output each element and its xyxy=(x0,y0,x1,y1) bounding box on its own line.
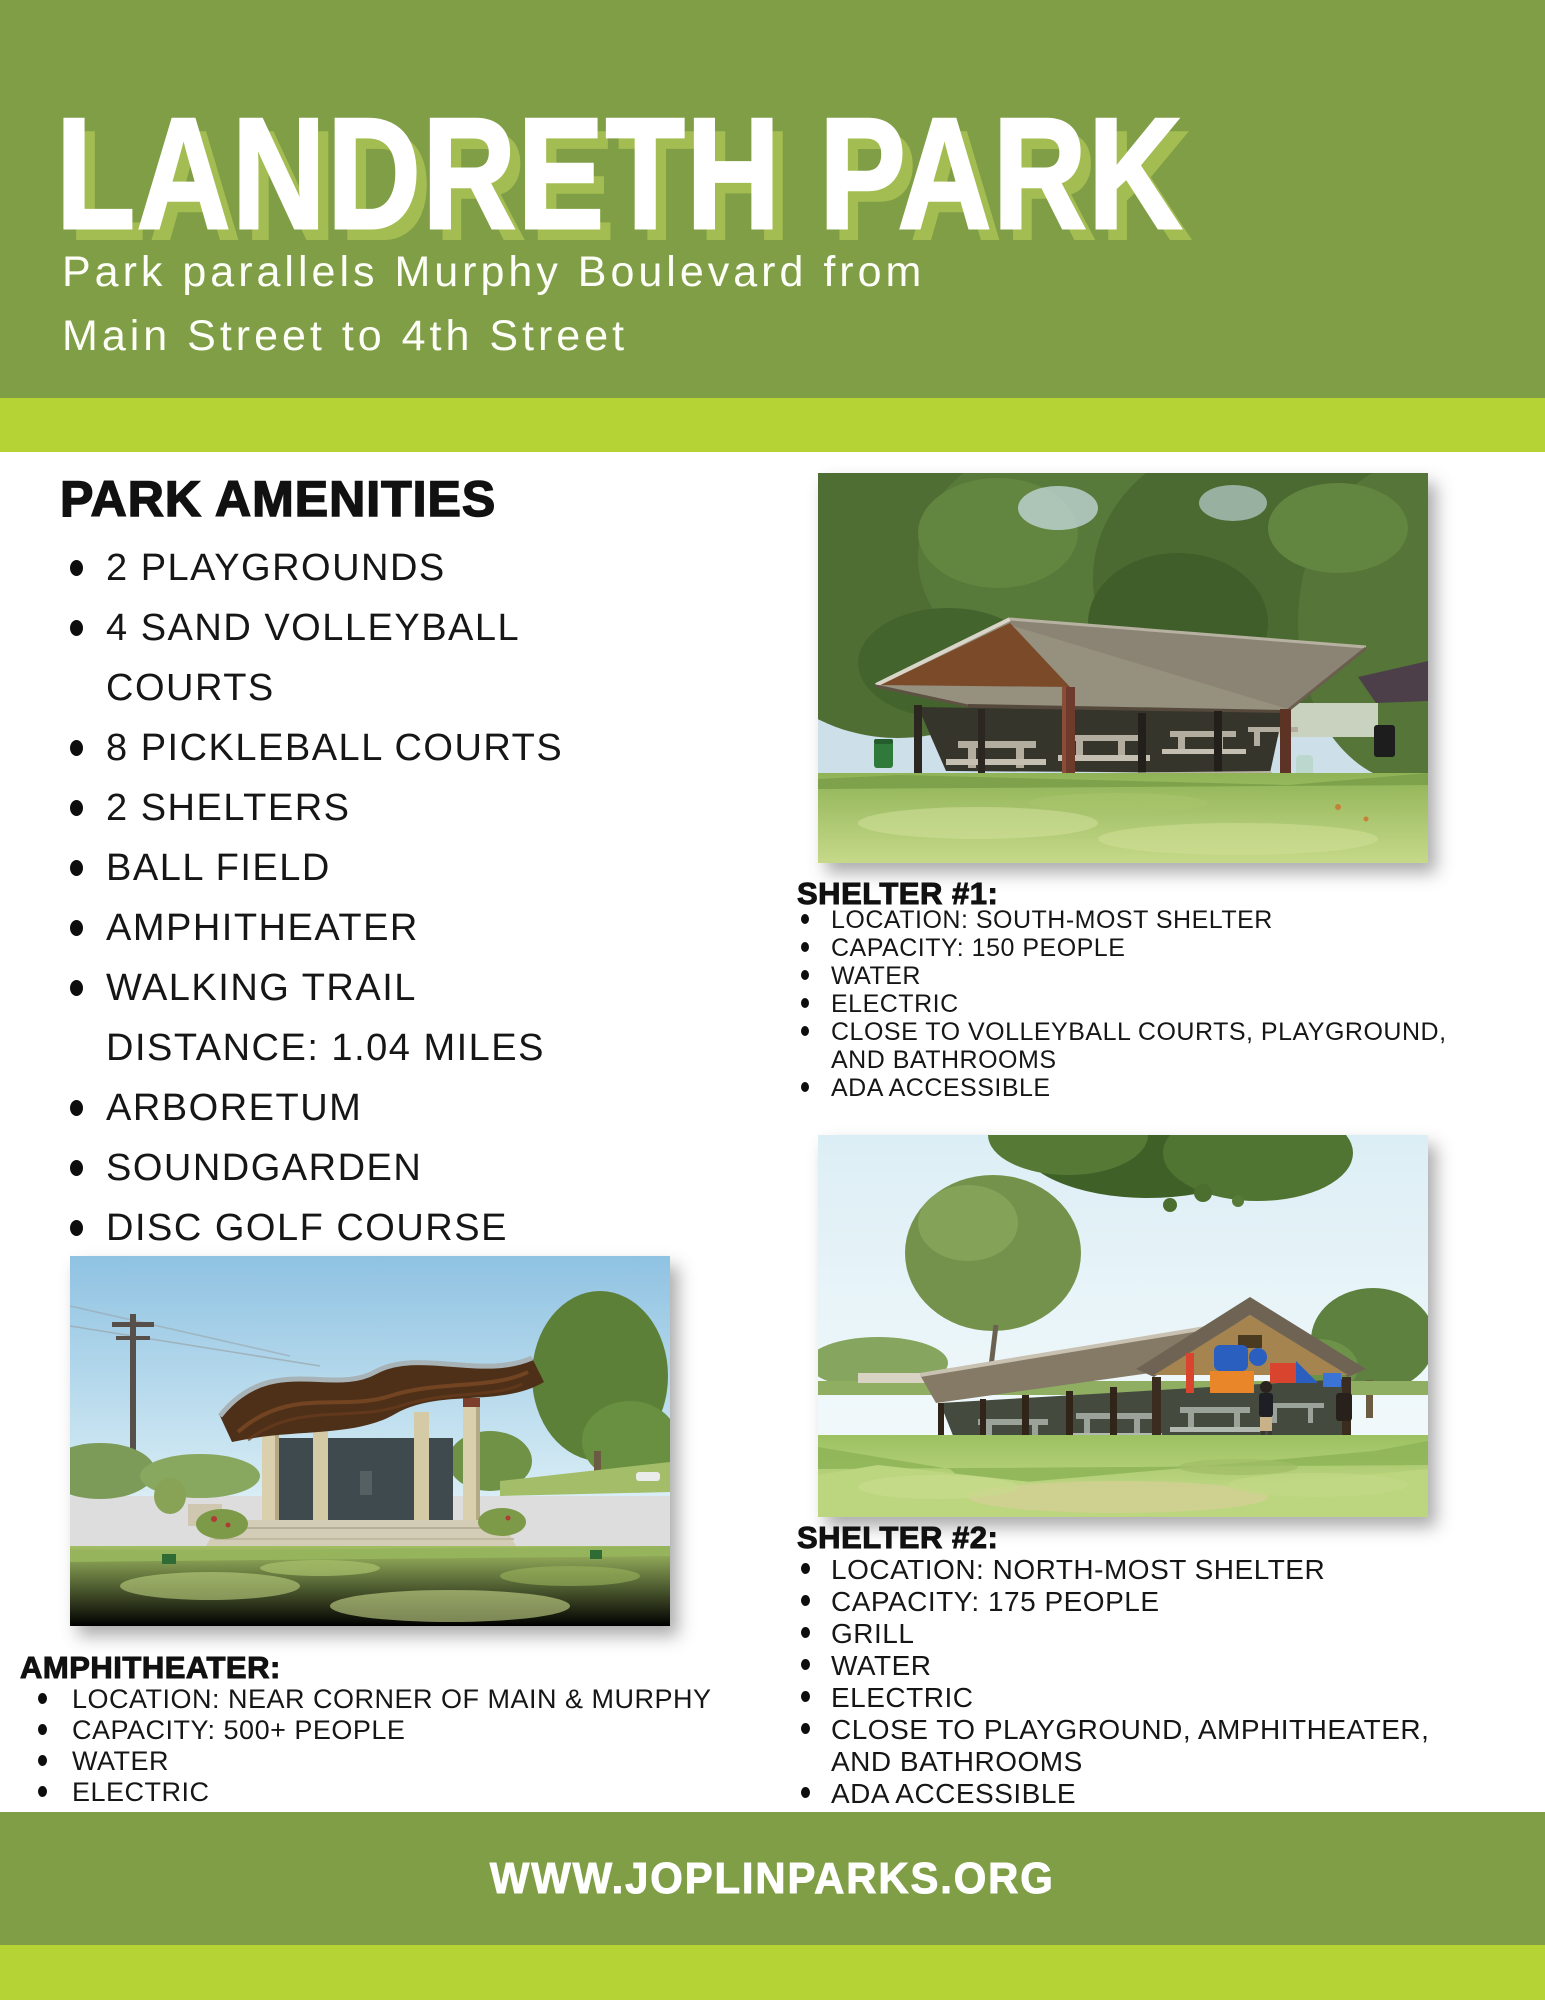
list-item: ADA ACCESSIBLE xyxy=(799,1074,1459,1102)
list-item: CAPACITY: 500+ PEOPLE xyxy=(30,1715,730,1746)
grass xyxy=(818,773,1428,863)
list-item: ADA ACCESSIBLE xyxy=(799,1778,1459,1810)
accent-stripe-top xyxy=(0,398,1545,452)
shelter-1-heading: SHELTER #1: xyxy=(797,876,999,911)
shelter-2-list xyxy=(799,1554,1459,1810)
list-item: GRILL xyxy=(799,1618,1459,1650)
website-url: WWW.JOPLINPARKS.ORG xyxy=(490,1853,1055,1903)
amphitheater-photo xyxy=(70,1256,670,1626)
list-item: CAPACITY: 150 PEOPLE xyxy=(799,934,1459,962)
shelter-2-photo xyxy=(818,1135,1428,1517)
list-item: LOCATION: SOUTH-MOST SHELTER xyxy=(799,906,1459,934)
header-band xyxy=(0,0,1545,398)
list-item: AMPHITHEATER xyxy=(70,898,610,958)
subtitle-line-1: Park parallels Murphy Boulevard from xyxy=(62,248,926,296)
list-item: DISC GOLF COURSE xyxy=(70,1198,610,1258)
accent-stripe-bottom xyxy=(0,1945,1545,2000)
list-item: SOUNDGARDEN xyxy=(70,1138,610,1198)
list-item: LOCATION: NORTH-MOST SHELTER xyxy=(799,1554,1459,1586)
list-item: CLOSE TO PLAYGROUND, AMPHITHEATER, AND BATHROOMS xyxy=(799,1714,1459,1778)
page-subtitle xyxy=(62,240,925,368)
list-item: 2 PLAYGROUNDS xyxy=(70,538,610,598)
list-item: CAPACITY: 175 PEOPLE xyxy=(799,1586,1459,1618)
list-item: 4 SAND VOLLEYBALL COURTS xyxy=(70,598,610,718)
list-item: LOCATION: NEAR CORNER OF MAIN & MURPHY xyxy=(30,1684,730,1715)
list-item: CLOSE TO VOLLEYBALL COURTS, PLAYGROUND, AND BATHROOMS xyxy=(799,1018,1459,1074)
subtitle-line-2: Main Street to 4th Street xyxy=(62,312,629,360)
list-item: 2 SHELTERS xyxy=(70,778,610,838)
shelter-1-list xyxy=(799,906,1459,1102)
stage-base xyxy=(204,1520,518,1550)
amphitheater-heading: AMPHITHEATER: xyxy=(20,1650,281,1685)
grass xyxy=(818,1435,1428,1517)
shelter-2-heading: SHELTER #2: xyxy=(797,1520,999,1555)
footer-band xyxy=(0,1812,1545,1945)
list-item: WATER xyxy=(30,1746,730,1777)
grass-field xyxy=(70,1546,670,1626)
list-item: BALL FIELD xyxy=(70,838,610,898)
list-item: ELECTRIC xyxy=(799,990,1459,1018)
list-item: ELECTRIC xyxy=(799,1682,1459,1714)
list-item: WALKING TRAIL DISTANCE: 1.04 MILES xyxy=(70,958,610,1078)
list-item: ARBORETUM xyxy=(70,1078,610,1138)
list-item: WATER xyxy=(799,1650,1459,1682)
list-item: 8 PICKLEBALL COURTS xyxy=(70,718,610,778)
page-title: LANDRETH PARK xyxy=(56,86,1184,262)
shelter-1-photo xyxy=(818,473,1428,863)
amenities-list xyxy=(70,538,610,1258)
list-item: ELECTRIC xyxy=(30,1777,730,1808)
list-item: WATER xyxy=(799,962,1459,990)
amenities-heading: PARK AMENITIES xyxy=(60,471,497,527)
amphitheater-list xyxy=(30,1684,730,1808)
